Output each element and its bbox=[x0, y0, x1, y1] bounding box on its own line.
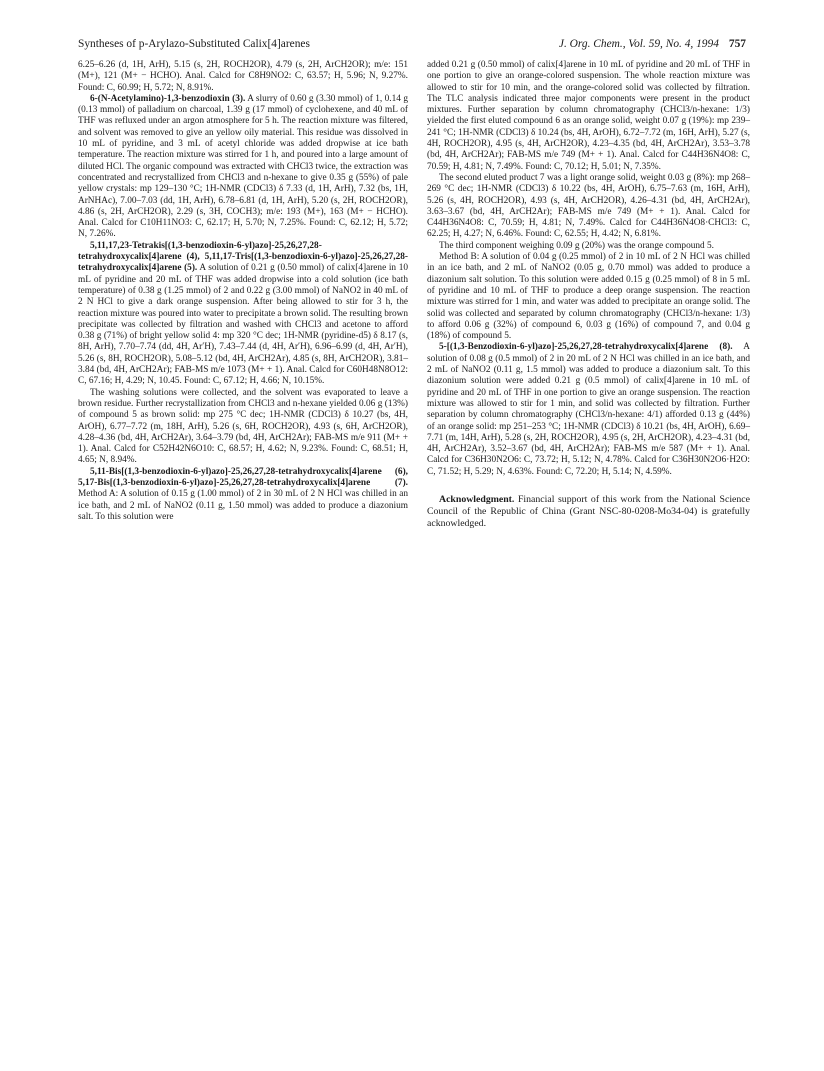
right-column bbox=[427, 60, 750, 531]
compound-3-heading: 6-(N-Acetylamino)-1,3-benzodioxin (3). bbox=[90, 93, 246, 104]
acknowledgment-heading: Acknowledgment. bbox=[439, 493, 515, 505]
acknowledgment bbox=[427, 494, 750, 531]
running-head-citation bbox=[559, 37, 746, 51]
paragraph-compound-5-isolation: The washing solutions were collected, and the solvent was evaporated to leave a brown residue. Further recrystallization from CHCl3 and n-hexane yielded 0.06 g (13%) of compound 5 as brown solid: mp 275 °C dec; 1H-NMR (CDCl3) δ 10.27 (bs, 4H, ArOH), 6.77–7.72 (m, 18H, ArH), 5.26 (s, 6H, ROCH2OR), 4.93 (s, 6H, ArCH2OR), 4.28–4.36 (bd, 4H, ArCH2Ar), 3.64–3.79 (bd, 4H, ArCH2Ar); FAB-MS m/e 911 (M+ + 1). Anal. Calcd for C52H42N6O10: C, 68.57; H, 4.62; N, 9.23%. Found: C, 68.51; H, 4.65; N, 8.94%. bbox=[78, 387, 408, 466]
paragraph-compound-3 bbox=[78, 94, 408, 241]
compounds-4-5-heading: 5,11,17,23-Tetrakis[(1,3-benzodioxin-6-yl)azo]-25,26,27,28-tetrahydroxycalix[4]arene (4), 5,11,17-Tris[(1,3-benzodioxin-6-yl)azo]-25,26,27,28-tetrahydroxycalix[4]arene (5). bbox=[78, 240, 408, 274]
running-head-title: Syntheses of p-Arylazo-Substituted Calix[4]arenes bbox=[78, 38, 310, 50]
compound-8-heading: 5-[(1,3-Benzodioxin-6-yl)azo]-25,26,27,28-tetrahydroxycalix[4]arene (8). bbox=[439, 342, 733, 353]
paragraph-compound-8 bbox=[427, 342, 750, 478]
compound-8-procedure: A solution of 0.08 g (0.5 mmol) of 2 in 20 mL of 2 N HCl was chilled in an ice bath, and 2 mL of NaNO2 (0.11 g, 1.5 mmol) was added to produce a diazonium salt. To this diazonium solution were added 0.21 g (0.5 mmol) of calix[4]arene in 10 mL of pyridine and 20 mL of THF in one portion to give an orange suspension. The reaction mixture was allowed to stir for 1 min, and solid was collected by filtration. Further separation by column chromatography (CHCl3/n-hexane: 4/1) afforded 0.13 g (44%) of an orange solid: mp 251–253 °C; 1H-NMR (CDCl3) δ 10.21 (bs, 4H, ArOH), 6.69–7.71 (m, 14H, ArH), 5.28 (s, 2H, ROCH2OR), 4.95 (s, 2H, ArCH2OR), 4.23–4.31 (bd, 4H, ArCH2Ar), 3.52–3.67 (bd, 4H, ArCH2Ar); FAB-MS m/e 587 (M+ + 1). Anal. Calcd for C36H30N2O6: C, 73.72; H, 5.12; N, 4.78%. Calcd for C36H30N2O6·H2O: C, 71.52; H, 5.29; N, 4.63%. Found: C, 72.20; H, 5.14; N, 4.59%. bbox=[427, 342, 750, 477]
paragraph-compounds-4-5 bbox=[78, 241, 408, 388]
journal-citation: J. Org. Chem., Vol. 59, No. 4, 1994 bbox=[558, 38, 719, 50]
paragraph-compound-7-data: The second eluted product 7 was a light orange solid, weight 0.03 g (8%): mp 268–269 °C dec; 1H-NMR (CDCl3) δ 10.22 (bs, 4H, ArOH), 6.75–7.63 (m, 16H, ArH), 5.26 (s, 4H, ROCH2OR), 4.93 (s, 4H, ArCH2OR), 4.26–4.31 (bd, 4H, ArCH2Ar), 3.63–3.67 (bd, 4H, ArCH2Ar); FAB-MS m/e 749 (M+ + 1). Anal. Calcd for C44H36N4O8: C, 70.59; H, 4.81; N, 7.49%. Calcd for C44H36N4O8·CHCl3: C, 62.25; H, 4.27; N, 6.46%. Found: C, 62.55; H, 4.42; N, 6.81%. bbox=[427, 172, 750, 240]
compound-3-procedure: A slurry of 0.60 g (3.30 mmol) of 1, 0.14 g (0.13 mmol) of palladium on charcoal, 1.39 g (17 mmol) of cyclohexene, and 40 mL of THF was refluxed under an argon atmosphere for 5 h. The reaction mixture was filtered, and solvent was removed to give an yellow oily material. This residue was dissolved in 10 mL of pyridine, and 3 mL of acetyl chloride was added dropwise at ice bath temperature. The reaction mixture was stirred for 1 h, and poured into a large amount of diluted HCl. The organic compound was extracted with CHCl3 twice, the extraction was concentrated and recrystallized from CHCl3 and n-hexane to give 0.35 g (55%) of pale yellow crystals: mp 129–130 °C; 1H-NMR (CDCl3) δ 7.33 (d, 1H, ArH), 7.32 (bs, 1H, ArNHAc), 7.00–7.03 (dd, 1H, ArH), 6.78–6.81 (d, 1H, ArH), 5.20 (s, 2H, ROCH2OR), 4.86 (s, 2H, ArCH2OR), 2.29 (s, 3H, COCH3); m/e: 193 (M+), 163 (M+ − HCHO). Anal. Calcd for C10H11NO3: C, 62.17; H, 5.70; N, 7.25%. Found: C, 62.12; H, 5.72; N, 7.26%. bbox=[78, 93, 408, 240]
acknowledgment-text: Financial support of this work from the National Science Council of the Republic of China (Grant NSC-80-0208-Mo34-04) is gratefully acknowledged. bbox=[427, 493, 750, 530]
paragraph-method-b: Method B: A solution of 0.04 g (0.25 mmol) of 2 in 10 mL of 2 N HCl was chilled in an ice bath, and 2 mL of NaNO2 (0.05 g, 0.70 mmol) was added to produce a diazonium salt solution. To this solution were added 0.15 g (0.25 mmol) of 8 in 5 mL of pyridine and 10 mL of THF to produce a deep orange suspension. The reaction mixture was stirred for 1 min, and water was added to precipitate an orange solid. The solid was collected and separated by column chromatography (CHCl3/n-hexane: 1/3) to afford 0.06 g (32%) of compound 6, 0.03 g (16%) of compound 7, and 0.04 g (18%) of compound 5. bbox=[427, 252, 750, 342]
left-column bbox=[78, 60, 408, 523]
page-number: 757 bbox=[728, 38, 746, 50]
compounds-6-7-heading: 5,11-Bis[(1,3-benzodioxin-6-yl)azo]-25,26,27,28-tetrahydroxycalix[4]arene (6), 5,17-Bis[(1,3-benzodioxin-6-yl)azo]-25,26,27,28-tetrahydroxycalix[4]arene (7). bbox=[78, 466, 408, 488]
paragraph-compound-6-data: added 0.21 g (0.50 mmol) of calix[4]arene in 10 mL of pyridine and 20 mL of THF in one portion to give an orange-colored suspension. The whole reaction mixture was allowed to stir for 10 min, and the orange-colored solid was collected by filtration. The TLC analysis indicated three major components were present in the product mixtures. Further separation by column chromatography (CHCl3/n-hexane: 1/3) yielded the first eluted compound 6 as an orange solid, weight 0.07 g (19%): mp 239–241 °C; 1H-NMR (CDCl3) δ 10.24 (bs, 4H, ArOH), 6.72–7.72 (m, 16H, ArH), 5.27 (s, 4H, ROCH2OR), 4.95 (s, 4H, ArCH2OR), 4.23–4.35 (bd, 4H, ArCH2Ar), 3.53–3.78 (bd, 4H, ArCH2Ar); FAB-MS m/e 749 (M+ + 1). Anal. Calcd for C44H36N4O8: C, 70.59; H, 4.81; N, 7.49%. Found: C, 70.12; H, 5.01; N, 7.35%. bbox=[427, 60, 750, 172]
paragraph-compounds-6-7 bbox=[78, 467, 408, 523]
compounds-4-5-procedure: A solution of 0.21 g (0.50 mmol) of calix[4]arene in 10 mL of pyridine and 20 mL of THF was added dropwise into a cold solution (ice bath temperature) of 0.38 g (1.25 mmol) of 2 and 0.22 g (3.00 mmol) of NaNO2 in 40 mL of 2 N HCl to give a dark orange suspension. After being allowed to stir for 3 h, the reaction mixture was poured into water to precipitate a brown solid. The resulting brown precipitate was collected by filtration and washed with CHCl3 and acetone to afford 0.38 g (71%) of bright yellow solid 4: mp 320 °C dec; 1H-NMR (pyridine-d5) δ 8.17 (s, 8H, ArH), 7.70–7.74 (dd, 4H, Ar′H), 7.43–7.44 (d, 4H, Ar′H), 6.96–6.99 (d, 4H, Ar′H), 5.26 (s, 8H, ROCH2OR), 5.08–5.12 (bd, 4H, ArCH2Ar), 4.85 (s, 8H, ArCH2OR), 3.81–3.84 (bd, 4H, ArCH2Ar); FAB-MS m/e 1073 (M+ + 1). Anal. Calcd for C60H48N8O12: C, 67.16; H, 4.29; N, 10.45. Found: C, 67.12; H, 4.66; N, 10.15%. bbox=[78, 263, 408, 387]
compounds-6-7-method-a: Method A: A solution of 0.15 g (1.00 mmol) of 2 in 30 mL of 2 N HCl was chilled in an ice bath, and 2 mL of NaNO2 (0.11 g, 1.50 mmol) was added to produce a diazonium salt. To this solution were bbox=[78, 489, 408, 522]
paragraph-third-component: The third component weighing 0.09 g (20%) was the orange compound 5. bbox=[439, 240, 714, 251]
paragraph-compound-1-data: 6.25–6.26 (d, 1H, ArH), 5.15 (s, 2H, ROCH2OR), 4.79 (s, 2H, ArCH2OR); m/e: 151 (M+), 121 (M+ − HCHO). Anal. Calcd for C8H9NO2: C, 63.57; H, 5.96; N, 9.27%. Found: C, 60.99; H, 5.72; N, 8.91%. bbox=[78, 60, 408, 93]
